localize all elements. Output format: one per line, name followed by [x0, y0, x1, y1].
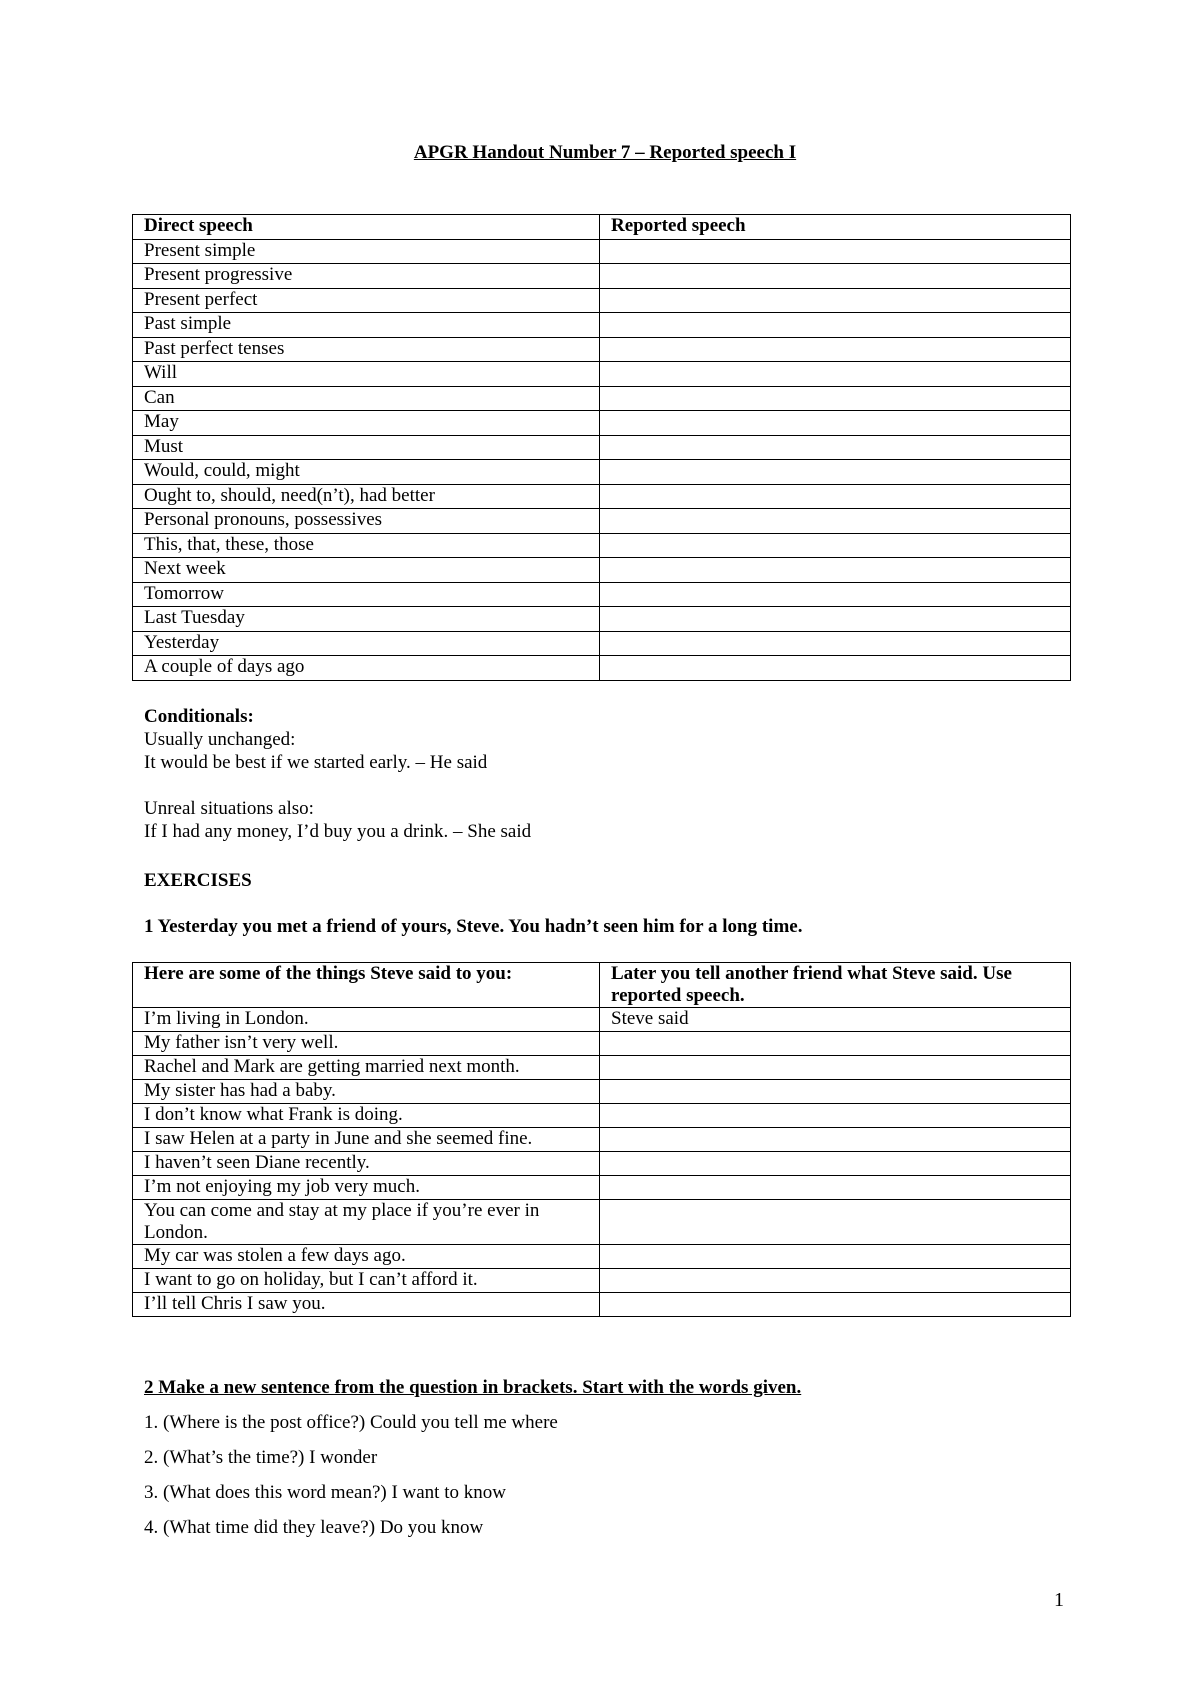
- direct-speech-cell: Past simple: [133, 313, 600, 338]
- reported-answer-cell[interactable]: [600, 1032, 1071, 1056]
- tense-table: [132, 214, 1071, 681]
- table-row: [133, 1104, 1071, 1128]
- steve-statement-cell: I’m living in London.: [133, 1008, 600, 1032]
- page-number: 1: [1054, 1589, 1064, 1611]
- reported-speech-cell[interactable]: [600, 509, 1071, 534]
- reported-answer-cell[interactable]: [600, 1104, 1071, 1128]
- reported-answer-cell[interactable]: [600, 1293, 1071, 1317]
- page-title: APGR Handout Number 7 – Reported speech I: [413, 142, 797, 163]
- table-row: [133, 264, 1071, 289]
- direct-speech-cell: Present perfect: [133, 288, 600, 313]
- table-row: [133, 239, 1071, 264]
- table-row: [133, 460, 1071, 485]
- reported-speech-cell[interactable]: [600, 607, 1071, 632]
- reported-answer-cell[interactable]: [600, 1128, 1071, 1152]
- reported-answer-cell[interactable]: [600, 1200, 1071, 1245]
- exercise2-item: 4. (What time did they leave?) Do you know: [144, 1517, 484, 1538]
- direct-speech-cell: Will: [133, 362, 600, 387]
- exercise2-heading: 2 Make a new sentence from the question in brackets. Start with the words given.: [144, 1377, 802, 1398]
- reported-answer-cell[interactable]: [600, 1056, 1071, 1080]
- reported-speech-cell[interactable]: [600, 288, 1071, 313]
- exercise1-heading: 1 Yesterday you met a friend of yours, Steve. You hadn’t seen him for a long time.: [144, 916, 803, 937]
- table-row: [133, 558, 1071, 583]
- reported-answer-cell[interactable]: [600, 1152, 1071, 1176]
- table-header-row: [133, 215, 1071, 240]
- steve-statement-cell: Rachel and Mark are getting married next month.: [133, 1056, 600, 1080]
- reported-answer-cell[interactable]: [600, 1269, 1071, 1293]
- reported-speech-cell[interactable]: [600, 484, 1071, 509]
- reported-speech-cell[interactable]: [600, 313, 1071, 338]
- direct-speech-cell: May: [133, 411, 600, 436]
- steve-statement-cell: You can come and stay at my place if you’re ever in London.: [133, 1200, 600, 1245]
- header-steve-said: Here are some of the things Steve said to you:: [133, 963, 600, 1008]
- table-row: [133, 1152, 1071, 1176]
- direct-speech-cell: This, that, these, those: [133, 533, 600, 558]
- steve-statement-cell: My car was stolen a few days ago.: [133, 1245, 600, 1269]
- conditionals-example: It would be best if we started early. – He said: [144, 752, 488, 773]
- table-row: [133, 582, 1071, 607]
- direct-speech-cell: Tomorrow: [133, 582, 600, 607]
- table-row: [133, 435, 1071, 460]
- steve-statement-cell: I don’t know what Frank is doing.: [133, 1104, 600, 1128]
- table-row: [133, 1056, 1071, 1080]
- conditionals-heading: Conditionals:: [144, 706, 254, 727]
- reported-answer-cell[interactable]: [600, 1176, 1071, 1200]
- reported-speech-cell[interactable]: [600, 631, 1071, 656]
- reported-speech-cell[interactable]: [600, 362, 1071, 387]
- reported-speech-cell[interactable]: [600, 582, 1071, 607]
- table-row: [133, 1245, 1071, 1269]
- table-row: [133, 1293, 1071, 1317]
- direct-speech-cell: Ought to, should, need(n’t), had better: [133, 484, 600, 509]
- table-row: [133, 1269, 1071, 1293]
- direct-speech-cell: Last Tuesday: [133, 607, 600, 632]
- steve-statement-cell: I saw Helen at a party in June and she seemed fine.: [133, 1128, 600, 1152]
- steve-statement-cell: I’ll tell Chris I saw you.: [133, 1293, 600, 1317]
- exercise2-item: 2. (What’s the time?) I wonder: [144, 1447, 378, 1468]
- conditionals-line: Usually unchanged:: [144, 729, 296, 750]
- reported-speech-cell[interactable]: [600, 337, 1071, 362]
- exercises-heading: EXERCISES: [144, 870, 252, 891]
- reported-speech-cell[interactable]: [600, 435, 1071, 460]
- header-reported-speech: Reported speech: [600, 215, 1071, 240]
- exercise2-item: 3. (What does this word mean?) I want to know: [144, 1482, 506, 1503]
- reported-answer-cell[interactable]: Steve said: [600, 1008, 1071, 1032]
- table-row: [133, 362, 1071, 387]
- reported-speech-cell[interactable]: [600, 239, 1071, 264]
- table-row: [133, 1200, 1071, 1245]
- reported-answer-cell[interactable]: [600, 1080, 1071, 1104]
- conditionals-line: Unreal situations also:: [144, 798, 314, 819]
- direct-speech-cell: Next week: [133, 558, 600, 583]
- table-row: [133, 1008, 1071, 1032]
- direct-speech-cell: Must: [133, 435, 600, 460]
- steve-statement-cell: My father isn’t very well.: [133, 1032, 600, 1056]
- reported-answer-cell[interactable]: [600, 1245, 1071, 1269]
- table-row: [133, 533, 1071, 558]
- table-row: [133, 386, 1071, 411]
- steve-statement-cell: I want to go on holiday, but I can’t afford it.: [133, 1269, 600, 1293]
- table-row: [133, 313, 1071, 338]
- reported-speech-cell[interactable]: [600, 460, 1071, 485]
- reported-speech-cell[interactable]: [600, 656, 1071, 681]
- direct-speech-cell: Present progressive: [133, 264, 600, 289]
- header-direct-speech: Direct speech: [133, 215, 600, 240]
- table-header-row: [133, 963, 1071, 1008]
- reported-speech-cell[interactable]: [600, 411, 1071, 436]
- conditionals-example: If I had any money, I’d buy you a drink. – She said: [144, 821, 532, 842]
- table-row: [133, 1176, 1071, 1200]
- table-row: [133, 1080, 1071, 1104]
- table-row: [133, 509, 1071, 534]
- exercise1-table: [132, 962, 1071, 1317]
- direct-speech-cell: Present simple: [133, 239, 600, 264]
- direct-speech-cell: Would, could, might: [133, 460, 600, 485]
- table-row: [133, 631, 1071, 656]
- direct-speech-cell: A couple of days ago: [133, 656, 600, 681]
- reported-speech-cell[interactable]: [600, 264, 1071, 289]
- direct-speech-cell: Past perfect tenses: [133, 337, 600, 362]
- conditionals-section: [144, 706, 531, 844]
- table-row: [133, 288, 1071, 313]
- table-row: [133, 656, 1071, 681]
- steve-statement-cell: I’m not enjoying my job very much.: [133, 1176, 600, 1200]
- table-row: [133, 1128, 1071, 1152]
- table-row: [133, 1032, 1071, 1056]
- direct-speech-cell: Yesterday: [133, 631, 600, 656]
- steve-statement-cell: My sister has had a baby.: [133, 1080, 600, 1104]
- direct-speech-cell: Personal pronouns, possessives: [133, 509, 600, 534]
- steve-statement-cell: I haven’t seen Diane recently.: [133, 1152, 600, 1176]
- table-row: [133, 607, 1071, 632]
- exercise2-item: 1. (Where is the post office?) Could you tell me where: [144, 1412, 558, 1433]
- reported-speech-cell[interactable]: [600, 558, 1071, 583]
- direct-speech-cell: Can: [133, 386, 600, 411]
- table-row: [133, 484, 1071, 509]
- reported-speech-cell[interactable]: [600, 386, 1071, 411]
- header-reported: Later you tell another friend what Steve said. Use reported speech.: [600, 963, 1071, 1008]
- table-row: [133, 411, 1071, 436]
- table-row: [133, 337, 1071, 362]
- reported-speech-cell[interactable]: [600, 533, 1071, 558]
